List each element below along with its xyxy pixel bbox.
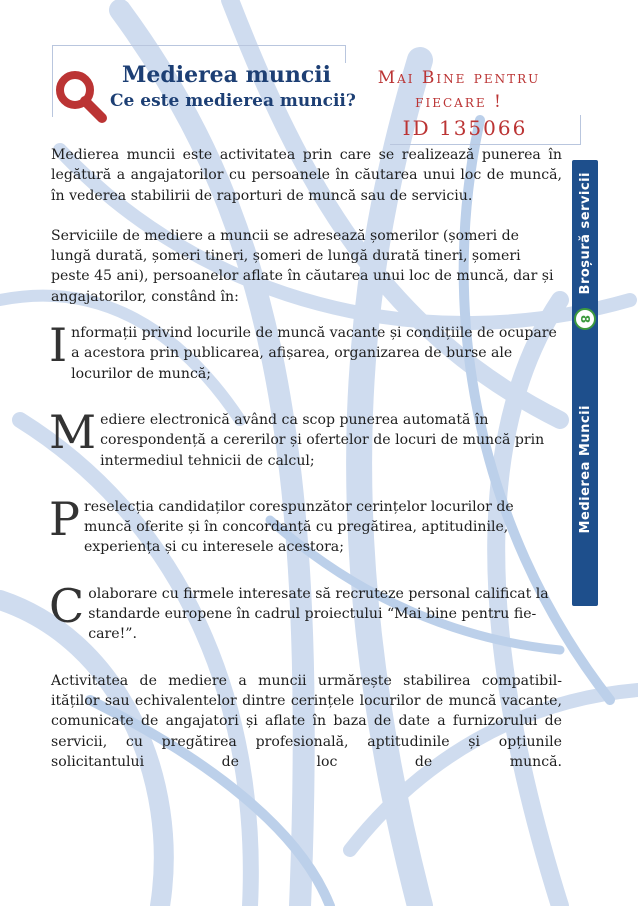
header-frame-top xyxy=(52,45,345,46)
page-number-badge xyxy=(574,308,596,330)
side-tab-top-label xyxy=(572,160,598,306)
side-tab-bottom-text: Medierea Muncii xyxy=(577,404,593,534)
project-id: ID 135066 xyxy=(402,116,528,140)
list-item-text: nformații privind locurile de muncă vacante și condițiile de ocupare a acestora prin publicarea, afișarea, organizarea de burse ale locurilor de muncă; xyxy=(71,325,557,382)
promo-line-2: fiecare ! xyxy=(415,92,503,112)
drop-cap: P xyxy=(49,491,80,546)
page-subtitle: Ce este medierea muncii? xyxy=(110,91,356,111)
list-item-text: reselecția candidaților corespunzător cerințelor locurilor de muncă oferite și în concordanță cu pregătirea, aptitudinile, experiența și cu interesele acestora; xyxy=(83,498,514,556)
drop-cap: C xyxy=(49,578,85,633)
side-tab-top-text: Broșură servicii xyxy=(577,171,593,295)
search-icon xyxy=(52,68,112,124)
list-item xyxy=(49,491,562,558)
page-title: Medierea muncii xyxy=(122,62,331,88)
promo-frame-top xyxy=(345,45,346,63)
body-content xyxy=(51,145,562,792)
list-item xyxy=(49,318,562,384)
promo-slogan xyxy=(346,66,572,114)
list-item xyxy=(49,404,562,471)
page-number: 8 xyxy=(577,314,592,324)
list-item-text: ediere electronică având ca scop punerea automată în corespondență a cererilor și ofertelor de locuri de muncă prin intermediul tehnicii de calcul; xyxy=(100,411,545,469)
promo-line-1: Mai Bine pentru xyxy=(377,68,541,88)
closing-paragraph: Activitatea de mediere a muncii urmărește stabilirea compatibil-ităților sau echivalentelor dintre cerințele locurilor de muncă vacante, comunicate de angajatori și aflate în baza de date a furnizorului de servicii, cu pregătirea profesională, aptitudinile și opțiunile solicitantului de loc de muncă. xyxy=(51,672,562,770)
drop-cap: M xyxy=(49,404,97,459)
side-tab-bottom-label xyxy=(572,334,598,604)
list-item xyxy=(49,578,562,645)
intro-paragraph: Medierea muncii este activitatea prin care se realizează punerea în legătură a angajatorilor cu persoanele în căutarea unui loc de muncă, în vederea stabilirii de raporturi de muncă sau de serviciu. xyxy=(51,147,562,204)
drop-cap: I xyxy=(49,318,68,373)
services-paragraph: Serviciile de mediere a muncii se adresează șomerilor (șomeri de lungă durată, șomeri tineri, șomeri de lungă durată tineri, șomeri peste 45 ani), persoanelor aflate în căutarea unui loc de muncă, dar și angajatorilor, constând în: xyxy=(51,227,554,305)
list-item-text: olaborare cu firmele interesate să recruteze personal calificat la standarde europene în cadrul proiectului “Mai bine pentru fie-care!”. xyxy=(88,585,549,643)
promo-frame-right xyxy=(580,115,581,145)
